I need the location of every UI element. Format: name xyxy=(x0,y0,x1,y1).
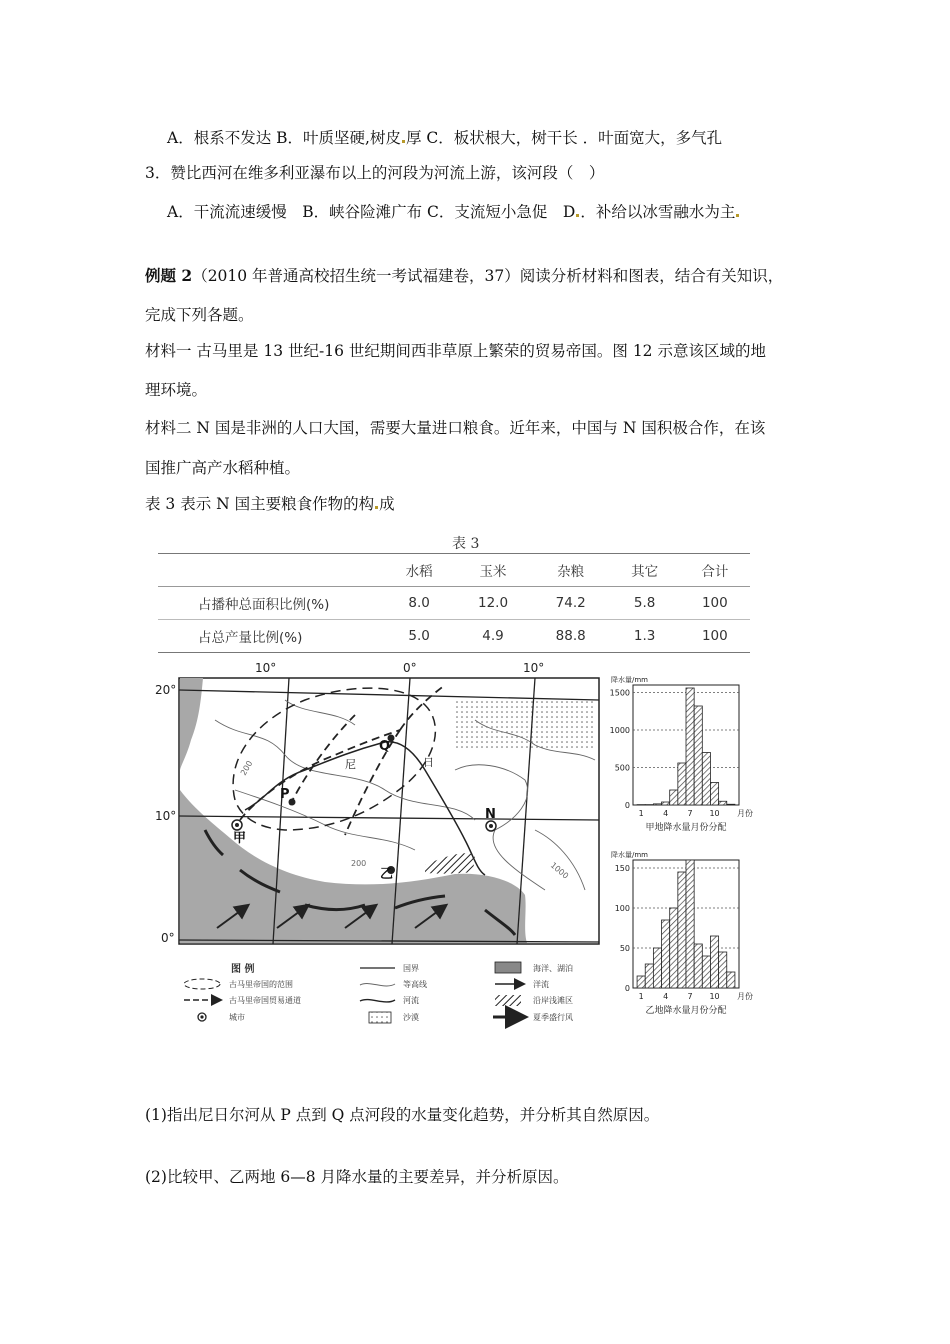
table-header-cell: 其它 xyxy=(610,554,680,587)
legend-symbol xyxy=(495,995,521,1006)
chart-jia-rainfall xyxy=(610,675,753,833)
lat-label: 10° xyxy=(155,809,177,823)
rainfall-bar xyxy=(670,908,678,988)
place-label-n: N xyxy=(485,807,496,822)
table-header-cell: 合计 xyxy=(680,554,750,587)
map-legend xyxy=(184,962,573,1023)
example-2-line2: 完成下列各题。 xyxy=(145,306,254,324)
x-tick-label: 1 xyxy=(638,809,644,818)
rainfall-bar xyxy=(678,872,686,988)
table-cell: 5.0 xyxy=(384,620,454,653)
table-cell: 100 xyxy=(680,620,750,653)
place-label-yi: 乙 xyxy=(380,867,394,882)
table-header-cell: 玉米 xyxy=(454,554,532,587)
rainfall-bar xyxy=(653,948,661,988)
legend-label: 夏季盛行风 xyxy=(533,1013,573,1022)
rainfall-bar xyxy=(662,802,670,805)
rainfall-bar xyxy=(727,972,735,988)
table-header-cell xyxy=(158,554,384,587)
legend-label: 城市 xyxy=(229,1013,245,1022)
material-2-cont: 国推广高产水稻种植。 xyxy=(145,459,301,477)
lon-label: 10° xyxy=(255,661,277,675)
table-row-label: 占播种总面积比例(%) xyxy=(158,587,384,620)
y-tick-label: 500 xyxy=(614,763,630,773)
rainfall-bar xyxy=(719,952,727,988)
map-figure xyxy=(155,660,765,1040)
contour-label: 1000 xyxy=(548,860,571,881)
crop-table xyxy=(158,553,750,653)
rainfall-bar xyxy=(710,783,718,806)
table-title: 表 3 xyxy=(452,536,480,552)
rainfall-bar xyxy=(702,753,710,806)
chart-title: 乙地降水量月份分配 xyxy=(645,1006,727,1016)
marker-dot xyxy=(576,214,579,217)
x-tick-label: 10 xyxy=(709,992,720,1001)
lat-label: 20° xyxy=(155,683,177,697)
river-label: 尼 xyxy=(345,758,356,771)
table-cell: 8.0 xyxy=(384,587,454,620)
x-tick-label: 10 xyxy=(709,809,720,818)
y-tick-label: 1500 xyxy=(609,688,630,698)
x-axis-label: 月份 xyxy=(737,992,753,1001)
rainfall-bar xyxy=(670,790,678,805)
marker-dot xyxy=(375,506,378,509)
x-tick-label: 4 xyxy=(663,992,669,1001)
y-tick-label: 100 xyxy=(614,904,630,913)
options-q3: A．干流流速缓慢 B．峡谷险滩广布 C．支流短小急促 D ．补给以冰雪融水为主 xyxy=(167,202,740,222)
legend-label: 古马里帝国的范围 xyxy=(229,980,293,989)
y-axis-label: 降水量/mm xyxy=(611,676,648,684)
material-1-cont: 理环境。 xyxy=(145,381,208,399)
city-marker xyxy=(235,823,239,827)
table-cell: 74.2 xyxy=(532,587,610,620)
table-header-cell: 杂粮 xyxy=(532,554,610,587)
legend-symbol xyxy=(369,1012,391,1023)
table-header-cell: 水稻 xyxy=(384,554,454,587)
legend-label: 国界 xyxy=(403,964,419,973)
place-label-q: Q xyxy=(379,739,391,754)
place-label-jia: 甲 xyxy=(233,831,247,846)
table-cell: 5.8 xyxy=(610,587,680,620)
rainfall-bar xyxy=(702,956,710,988)
material-2: 材料二 N 国是非洲的人口大国，需要大量进口粮食。近年来，中国与 N 国积极合作，在该 xyxy=(145,419,766,437)
x-tick-label: 7 xyxy=(687,992,693,1001)
city-marker xyxy=(489,824,493,828)
desert-area xyxy=(455,700,595,750)
material-1: 材料一 古马里是 13 世纪-16 世纪期间西非草原上繁荣的贸易帝国。图 12 示意该区域的地 xyxy=(145,342,766,360)
legend-symbol xyxy=(200,1015,203,1018)
options-q2: A．根系不发达 B．叶质坚硬,树皮 厚 C．板状根大，树干长 ．叶面宽大，多气孔 xyxy=(167,129,723,147)
table-cell: 100 xyxy=(680,587,750,620)
y-tick-label: 50 xyxy=(619,944,630,953)
lon-label: 10° xyxy=(523,661,545,675)
table-cell: 1.3 xyxy=(610,620,680,653)
contour-label: 200 xyxy=(351,859,367,868)
contour-label: 200 xyxy=(238,759,255,777)
marker-dot xyxy=(736,214,739,217)
rainfall-bar xyxy=(719,801,727,805)
table-caption: 表 3 表示 N 国主要粮食作物的构 成 xyxy=(145,495,395,513)
x-tick-label: 4 xyxy=(663,809,669,818)
table-cell: 4.9 xyxy=(454,620,532,653)
question-1: (1)指出尼日尔河从 P 点到 Q 点河段的水量变化趋势，并分析其自然原因。 xyxy=(145,1106,660,1124)
chart-yi-rainfall xyxy=(611,850,753,1016)
y-tick-label: 0 xyxy=(624,984,630,993)
rainfall-bar xyxy=(694,706,702,805)
rainfall-bar xyxy=(727,804,735,805)
lat-label: 0° xyxy=(161,931,175,945)
legend-label: 沿岸浅滩区 xyxy=(533,996,573,1005)
lon-label: 0° xyxy=(403,661,417,675)
x-axis-label: 月份 xyxy=(737,809,753,818)
question-2: (2)比较甲、乙两地 6—8 月降水量的主要差异，并分析原因。 xyxy=(145,1168,569,1186)
legend-symbol xyxy=(495,962,521,973)
legend-label: 海洋、湖泊 xyxy=(533,964,573,973)
x-tick-label: 1 xyxy=(638,992,644,1001)
y-tick-label: 150 xyxy=(614,864,630,873)
city-marker xyxy=(289,799,296,806)
legend-label: 沙漠 xyxy=(403,1013,419,1022)
legend-title: 图 例 xyxy=(231,964,255,975)
rainfall-bar xyxy=(653,804,661,805)
legend-label: 洋流 xyxy=(533,980,549,989)
legend-label: 河流 xyxy=(403,996,419,1005)
legend-symbol xyxy=(360,984,395,986)
marker-dot xyxy=(402,140,405,143)
rainfall-bar xyxy=(686,860,694,988)
legend-label: 古马里帝国贸易通道 xyxy=(229,996,301,1005)
rainfall-bar xyxy=(694,944,702,988)
table-cell: 88.8 xyxy=(532,620,610,653)
y-tick-label: 0 xyxy=(624,801,630,810)
x-tick-label: 7 xyxy=(687,809,693,818)
question-3: 3．赞比西河在维多利亚瀑布以上的河段为河流上游，该河段（ ） xyxy=(145,164,605,182)
y-axis-label: 降水量/mm xyxy=(611,851,648,859)
table-cell: 12.0 xyxy=(454,587,532,620)
rainfall-bar xyxy=(710,936,718,988)
y-tick-label: 1000 xyxy=(609,726,630,735)
rainfall-bar xyxy=(662,920,670,988)
map xyxy=(155,661,599,945)
rainfall-bar xyxy=(645,964,653,988)
rainfall-bar xyxy=(678,763,686,805)
example-2-heading: 例题 2（2010 年普通高校招生统一考试福建卷，37）阅读分析材料和图表，结合有关知识， xyxy=(145,266,784,285)
rainfall-bar xyxy=(637,976,645,988)
chart-title: 甲地降水量月份分配 xyxy=(645,823,727,833)
river-label: 日 xyxy=(423,756,434,769)
rainfall-bar xyxy=(686,688,694,805)
legend-symbol xyxy=(184,979,220,989)
legend-symbol xyxy=(360,1000,395,1002)
legend-label: 等高线 xyxy=(403,980,427,989)
table-row-label: 占总产量比例(%) xyxy=(158,620,384,653)
place-label-p: P xyxy=(280,787,290,802)
